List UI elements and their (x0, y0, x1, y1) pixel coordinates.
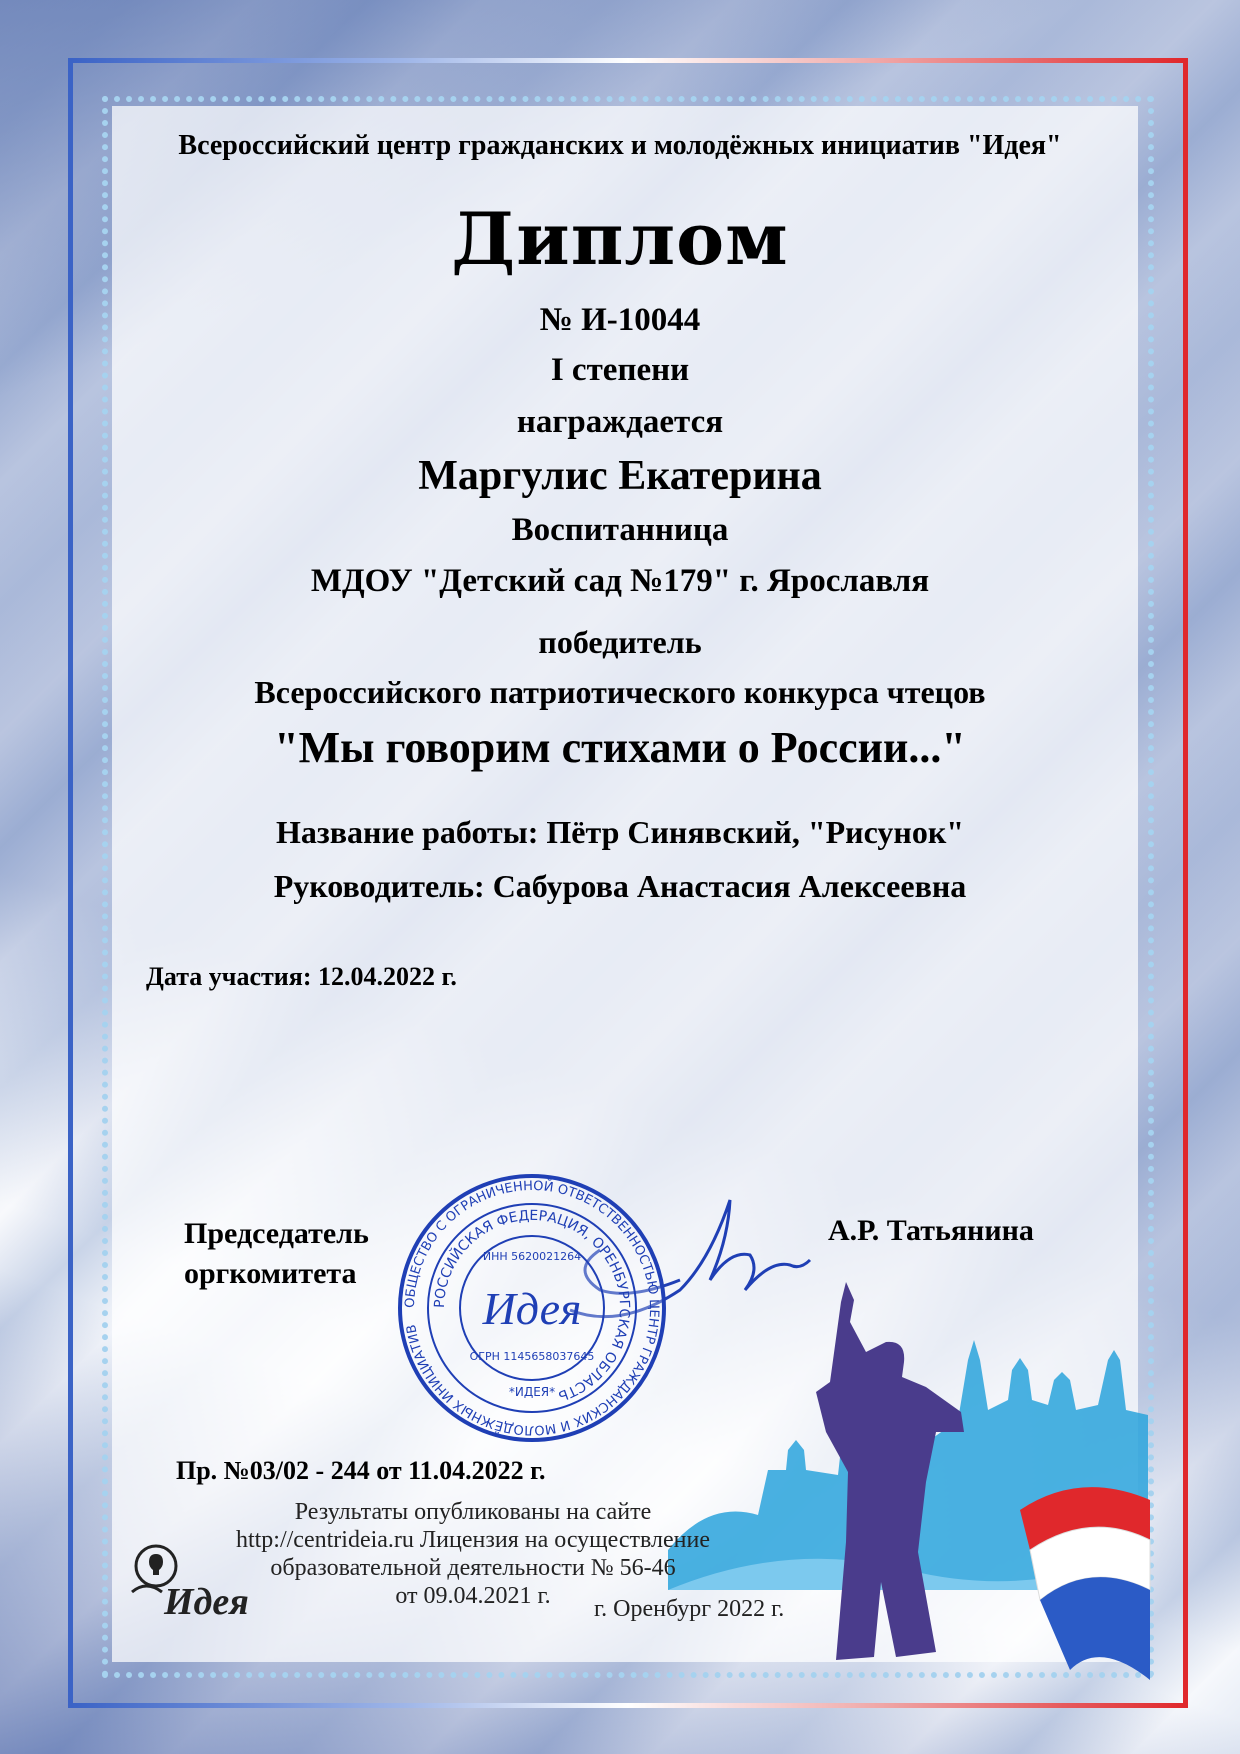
institution: МДОУ "Детский сад №179" г. Ярославля (310, 563, 930, 599)
leader-name: Руководитель: Сабурова Анастасия Алексеевна (273, 868, 967, 904)
chair-line-2: оргкомитета (184, 1257, 357, 1290)
city-year: г. Оренбург 2022 г. (594, 1596, 785, 1622)
stamp-bottom: *ИДЕЯ* (508, 1385, 556, 1399)
logo-text: Идея (164, 1581, 249, 1623)
lightbulb-icon (149, 1554, 163, 1575)
signer-name: А.Р. Татьянина (828, 1214, 1034, 1247)
stamp-outer-text: ОБЩЕСТВО С ОГРАНИЧЕННОЙ ОТВЕТСТВЕННОСТЬЮ ЦЕНТР ГРАЖДАНСКИХ И МОЛОДЁЖНЫХ ИНИЦИАТИВ (402, 1178, 662, 1438)
stamp-ogrn: ОГРН 1145658037645 (469, 1350, 595, 1363)
recipient-name: Маргулис Екатерина (418, 453, 822, 499)
diploma-title: Диплом (451, 196, 789, 281)
recipient-role: Воспитанница (511, 512, 729, 548)
organization-stamp (396, 1172, 668, 1444)
participation-date: Дата участия: 12.04.2022 г. (146, 962, 457, 991)
contest-name: Всероссийского патриотического конкурса чтецов (254, 674, 986, 710)
organization-name: Всероссийский центр гражданских и молодёжных инициатив "Идея" (178, 130, 1062, 161)
publication-line-4: от 09.04.2021 г. (395, 1583, 551, 1609)
idea-logo (126, 1532, 276, 1628)
diploma-degree: I степени (550, 352, 690, 388)
awarded-label: награждается (516, 404, 724, 440)
stamp-inn: ИНН 5620021264 (482, 1250, 582, 1263)
publication-line-2: http://centrideia.ru Лицензия на осуществление (235, 1527, 711, 1553)
publication-line-1: Результаты опубликованы на сайте (294, 1499, 652, 1525)
contest-title: "Мы говорим стихами о России..." (274, 723, 966, 772)
flag-ribbon-illustration (1010, 1470, 1160, 1690)
order-number: Пр. №03/02 - 244 от 11.04.2022 г. (176, 1456, 546, 1485)
stamp-center: Идея (482, 1283, 582, 1334)
chair-title (184, 1214, 369, 1294)
work-title: Название работы: Пётр Синявский, "Рисунок" (275, 814, 965, 850)
chair-line-1: Председатель (184, 1217, 369, 1250)
winner-label: победитель (538, 624, 702, 660)
diploma-number: № И-10044 (539, 302, 701, 338)
publication-info (226, 1498, 720, 1610)
stamp-inner-text: РОССИЙСКАЯ ФЕДЕРАЦИЯ, ОРЕНБУРГСКАЯ ОБЛАСТЬ (431, 1207, 633, 1404)
publication-line-3: образовательной деятельности № 56-46 (270, 1555, 676, 1581)
